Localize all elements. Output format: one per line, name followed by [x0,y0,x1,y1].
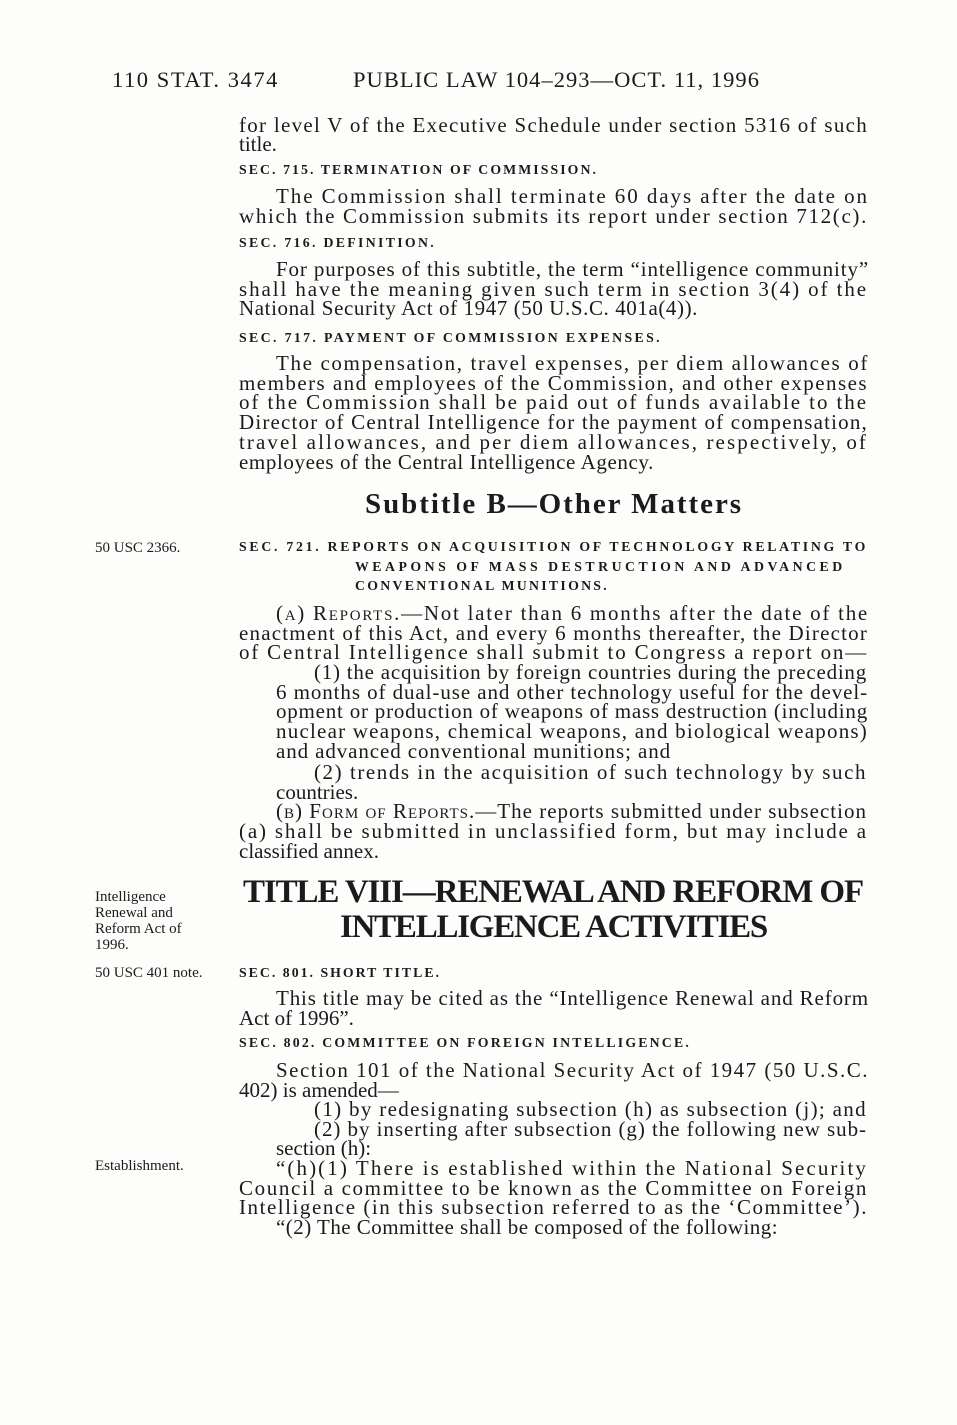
body-line: (a) shall be submitted in unclassified form, but may include a [239,819,868,843]
body-line: Section 101 of the National Security Act of 1947 (50 U.S.C. [276,1058,870,1082]
quoted-text-line: Council a committee to be known as the Committee on Foreign [239,1176,869,1200]
stat-citation: 110 STAT. 3474 [112,67,279,92]
law-citation: PUBLIC LAW 104–293—OCT. 11, 1996 [353,67,760,92]
title-heading: TITLE VIII—RENEWAL AND REFORM OF [243,874,864,910]
subsection-text: —The reports submitted under subsection [475,799,868,823]
body-line: Act of 1996”. [239,1006,354,1030]
margin-note-establishment: Establishment. [95,1158,184,1174]
body-line: National Security Act of 1947 (50 U.S.C. 401a(4)). [239,296,698,320]
subsection-text: —Not later than 6 months after the date of the [401,601,869,625]
margin-note-short-title: 1996. [95,937,129,953]
list-item-line: (1) by redesignating subsection (h) as subsection (j); and [314,1097,867,1121]
body-line: Director of Central Intelligence for the payment of compensation, [239,410,868,434]
section-heading: SEC. 716. DEFINITION. [239,235,437,250]
list-item-line: (2) by inserting after subsection (g) the following new sub- [314,1117,867,1141]
quoted-text-line: “(2) The Committee shall be composed of the following: [276,1215,778,1239]
body-line: For purposes of this subtitle, the term “intelligence community” [276,257,870,281]
subsection-label: (a) Reports. [276,601,402,625]
margin-note-usc: 50 USC 2366. [95,540,181,556]
quoted-text-line: Intelligence (in this subsection referred to as the ‘Committee’). [239,1195,869,1219]
list-item-line: (1) the acquisition by foreign countries during the preceding [314,660,867,684]
body-line: enactment of this Act, and every 6 months thereafter, the Director [239,621,868,645]
body-line: for level V of the Executive Schedule under section 5316 of such [239,113,868,137]
section-heading: WEAPONS OF MASS DESTRUCTION AND ADVANCED [355,559,846,574]
list-item-line: 6 months of dual-use and other technology useful for the devel- [276,680,869,704]
list-item-line: and advanced conventional munitions; and [276,739,671,763]
body-line: This title may be cited as the “Intelligence Renewal and Reform [276,986,869,1010]
section-heading: SEC. 802. COMMITTEE ON FOREIGN INTELLIGENCE. [239,1035,691,1050]
list-item-line: nuclear weapons, chemical weapons, and biological weapons) [276,719,869,743]
section-heading: SEC. 801. SHORT TITLE. [239,965,441,980]
subsection-label: (b) Form of Reports. [276,799,476,823]
body-line: The Commission shall terminate 60 days after the date on [276,184,869,208]
body-line: employees of the Central Intelligence Agency. [239,450,654,474]
body-line: classified annex. [239,839,379,863]
margin-note-short-title: Intelligence [95,889,166,905]
body-line: which the Commission submits its report under section 712(c). [239,204,868,228]
body-line: members and employees of the Commission, and other expenses [239,371,868,395]
body-line: travel allowances, and per diem allowances, respectively, of [239,430,868,454]
body-line: of Central Intelligence shall submit to Congress a report on— [239,640,869,664]
body-line: The compensation, travel expenses, per diem allowances of [276,351,869,375]
section-heading: SEC. 721. REPORTS ON ACQUISITION OF TECHNOLOGY RELATING TO [239,539,869,554]
list-item-line: (2) trends in the acquisition of such technology by such [314,760,868,784]
margin-note-short-title: Reform Act of [95,921,182,937]
title-heading: INTELLIGENCE ACTIVITIES [340,909,767,945]
section-heading: CONVENTIONAL MUNITIONS. [355,578,609,593]
quoted-text-line: “(h)(1) There is established within the National Security [276,1156,868,1180]
section-heading: SEC. 717. PAYMENT OF COMMISSION EXPENSES. [239,330,662,345]
margin-note-short-title: Renewal and [95,905,173,921]
list-item-line: countries. [276,780,359,804]
list-item-line: section (h): [276,1136,372,1160]
subtitle-heading: Subtitle B—Other Matters [365,488,743,520]
body-line: 402) is amended— [239,1078,399,1102]
section-heading: SEC. 715. TERMINATION OF COMMISSION. [239,162,599,177]
list-item-line: opment or production of weapons of mass destruction (including [276,699,868,723]
body-line: title. [239,132,277,156]
body-line: of the Commission shall be paid out of funds available to the [239,390,868,414]
margin-note-usc: 50 USC 401 note. [95,965,203,981]
body-line: shall have the meaning given such term in section 3(4) of the [239,277,868,301]
